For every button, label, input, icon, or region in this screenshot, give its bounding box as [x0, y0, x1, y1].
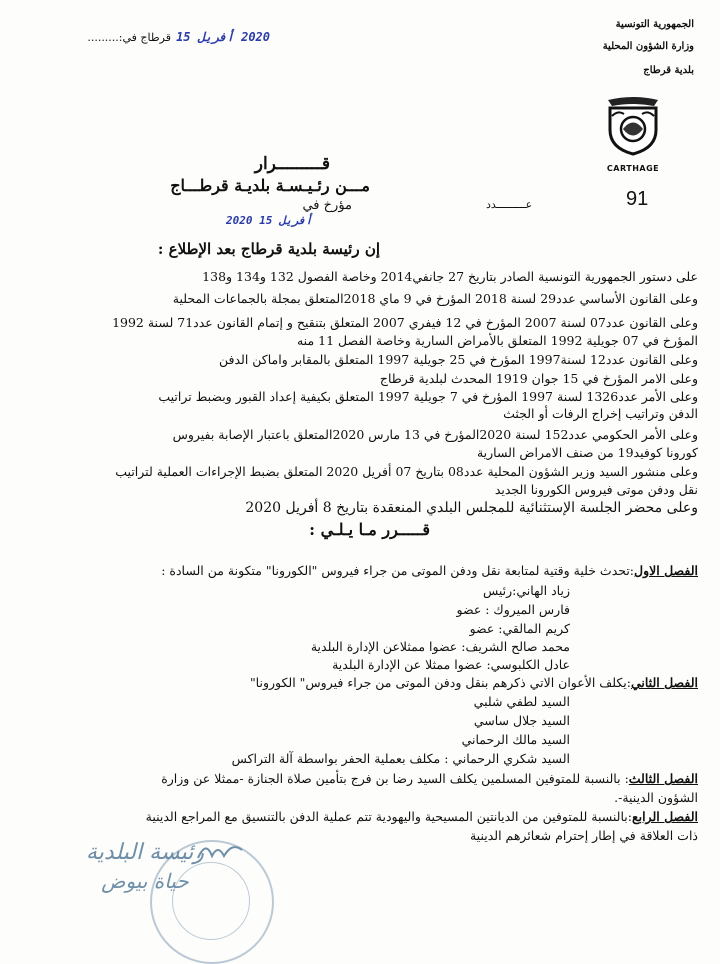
country-name: الجمهورية التونسية [615, 19, 694, 30]
article-1-text: :تحدث خلية وقتية لمتابعة نقل ودفن الموتى من جراء فيروس "الكورونا" متكونة من السادة : [161, 563, 635, 578]
ministry-name: وزارة الشؤون المحلية [602, 41, 694, 52]
preamble-line: وعلى الأمر الحكومي عدد152 لسنة 2020المؤرخ في 13 مارس 2020المتعلق باعتبار الإصابة بفيروس [172, 427, 698, 442]
preamble-line: وعلى القانون عدد12 لسنة1997 المؤرخ في 25 جويلية 1997 المتعلق بالمقابر واماكن الدفن [218, 352, 698, 367]
article-4 [146, 808, 698, 825]
decision-issuer: مـــن رئـيـسـة بلديـة قرطـــاج [170, 176, 370, 195]
carthage-logo: CARTHAGE [604, 96, 662, 166]
preamble-line: على دستور الجمهورية التونسية الصادر بتاريخ 27 جانفي2014 وخاصة الفصول 132 و134 و138 [202, 269, 698, 284]
article-3 [161, 770, 698, 787]
member: فارس الميروك : عضو [456, 602, 570, 617]
member: عادل الكلبوسي: عضوا ممثلا عن الإدارة البلدية [332, 657, 570, 672]
preamble-line: وعلى محضر الجلسة الإستثنائية للمجلس البلدي المنعقدة بتاريخ 8 أفريل 2020 [245, 500, 698, 516]
article-2 [250, 674, 698, 691]
number-label: عـــــــــدد [486, 198, 533, 211]
agent: السيد لطفي شلبي [473, 694, 570, 709]
signature-name: حياة بيوض [101, 869, 189, 893]
article-2-label: الفصل الثاني [630, 675, 698, 690]
preamble-line: كورونا كوفيد19 من صنف الامراض السارية [476, 445, 698, 460]
preamble-line: وعلى القانون الأساسي عدد29 لسنة 2018 المؤرخ في 9 ماي 2018المتعلق بمجلة بالجماعات المحلية [172, 291, 698, 306]
preamble-line: الدفن وتراتيب إخراج الرفات أو الجثث [503, 406, 698, 421]
municipality-name: بلدية قرطاج [643, 65, 694, 76]
preamble-line: وعلى الأمر عدد1326 لسنة 1997 المؤرخ في 7 جويلية 1997 المتعلق بكيفية إعداد القبور وبضبط تراتيب [158, 389, 698, 404]
dated-label: مؤرخ في [302, 198, 352, 213]
article-2-text: :يكلف الأعوان الاتي ذكرهم بنقل ودفن الموتى من جراء فيروس" الكورونا" [249, 675, 631, 690]
agent: السيد جلال ساسي [473, 713, 570, 728]
dated [222, 198, 352, 213]
preamble-line: وعلى منشور السيد وزير الشؤون المحلية عدد08 بتاريخ 07 أفريل 2020 المتعلق بضبط الإجراءات العملية لتراتيب [115, 464, 698, 479]
article-1-label: الفصل الاول [634, 563, 698, 578]
preamble-line: وعلى القانون عدد07 لسنة 2007 المؤرخ في 12 فيفري 2007 المتعلق بتنقيح و إتمام القانون عدد71 لسنة 1992 [112, 315, 698, 330]
article-4-label: الفصل الرابع [631, 809, 698, 824]
decides-heading: قـــــرر مـا يـلـي : [309, 520, 430, 539]
preamble-line: نقل ودفن موتى فيروس الكورونا الجديد [494, 482, 698, 497]
member: زياد الهاني:رئيس [482, 583, 570, 598]
dated-stamp: 2020 أفريل 15 [226, 214, 313, 227]
article-4-continued: ذات العلاقة في إطار إحترام شعائرهم الدينية [469, 828, 698, 843]
member: كريم المالقي: عضو [469, 621, 570, 636]
preamble-line: المؤرخ في 07 جويلية 1992 المتعلق بالأمراض السارية وخاصة الفصل 11 منه [296, 333, 698, 348]
member: محمد صالح الشريف: عضوا ممثلاعن الإدارة البلدية [310, 639, 570, 654]
article-1 [161, 562, 698, 579]
handwritten-signature [196, 838, 246, 872]
article-3-continued: الشؤون الدينية-. [614, 790, 698, 805]
number-value: 91 [626, 188, 649, 210]
article-4-text: :بالنسبة للمتوفين من الديانتين المسيحية واليهودية تتم عملية الدفن بالتنسيق مع المراجع الدينية [145, 809, 632, 824]
article-3-label: الفصل الثالث [628, 771, 698, 786]
decision-title: قـــــــــرار [254, 154, 330, 174]
agent: السيد مالك الرحماني [461, 732, 570, 747]
reference-number [486, 190, 666, 214]
article-3-text: : بالنسبة للمتوفين المسلمين يكلف السيد رضا بن فرج بتأمين صلاة الجنازة -ممثلا عن وزارة [161, 771, 629, 786]
issuer-header [544, 18, 694, 78]
agent: السيد شكري الرحماني : مكلف بعملية الحفر بواسطة آلة التراكس [231, 751, 570, 766]
place-date [80, 26, 270, 44]
preamble-line: وعلى الامر المؤرخ في 15 جوان 1919 المحدث لبلدية قرطاج [379, 371, 698, 386]
place-date-label: قرطاج في:......... [87, 31, 171, 44]
preamble-heading: إن رئيسة بلدية قرطاج بعد الإطلاع : [157, 240, 380, 258]
signature-title: رئيسة البلدية [85, 840, 204, 865]
date-stamp: 2020 أفريل 15 [176, 30, 270, 44]
